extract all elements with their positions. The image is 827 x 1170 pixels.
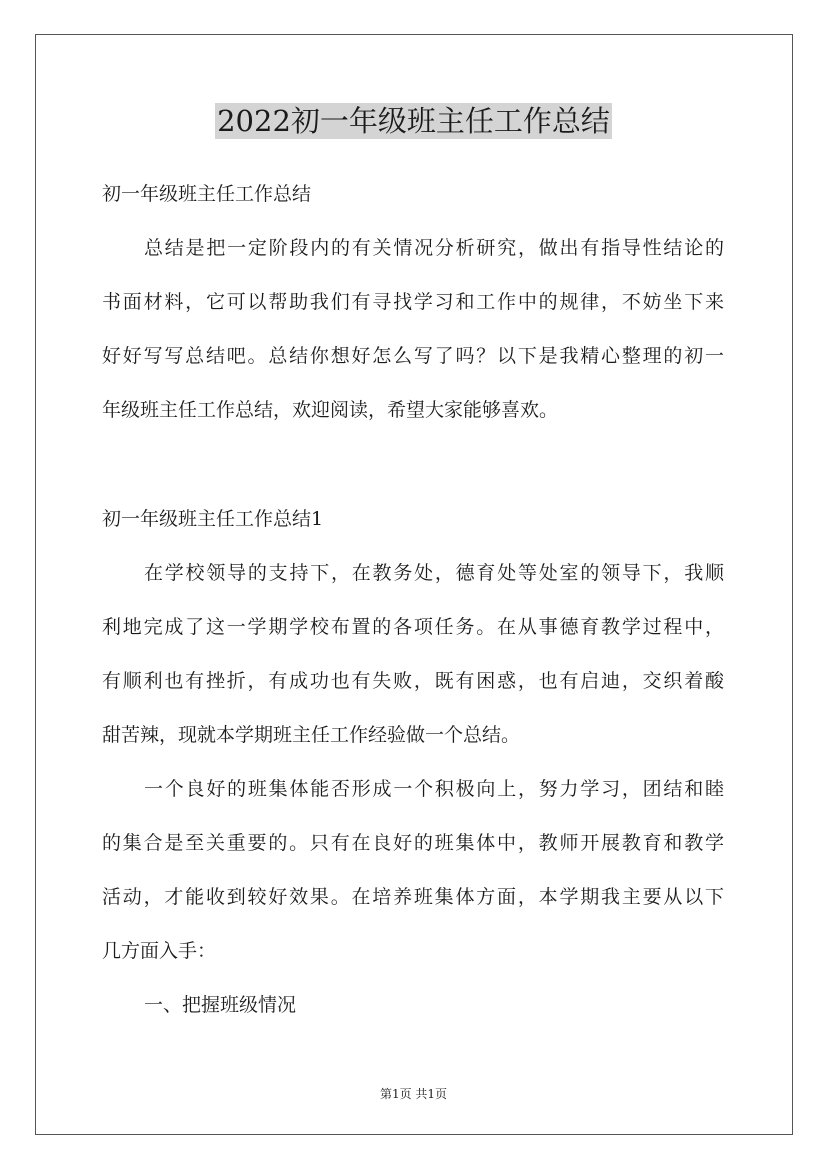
para1-line-4: 甜苦辣，现就本学期班主任工作经验做一个总结。 [102, 724, 521, 746]
section-heading: 初一年级班主任工作总结1 [102, 508, 324, 530]
para1-line-1: 在学校领导的支持下，在教务处，德育处等处室的领导下，我顺 [144, 562, 724, 584]
para1-line-3: 有顺利也有挫折，有成功也有失败，既有困惑，也有启迪，交织着酸 [102, 670, 724, 692]
para1-line-2: 利地完成了这一学期学校布置的各项任务。在从事德育教学过程中， [102, 616, 724, 638]
subheading: 一、把握班级情况 [144, 994, 297, 1016]
intro-line-3: 好好写写总结吧。总结你想好怎么写了吗？以下是我精心整理的初一 [102, 345, 724, 367]
para2-line-3: 活动，才能收到较好效果。在培养班集体方面，本学期我主要从以下 [102, 886, 724, 908]
para2-line-4: 几方面入手： [102, 940, 217, 962]
para2-line-1: 一个良好的班集体能否形成一个积极向上，努力学习，团结和睦 [144, 778, 724, 800]
intro-line-2: 书面材料，它可以帮助我们有寻找学习和工作中的规律，不妨坐下来 [102, 291, 724, 313]
intro-line-1: 总结是把一定阶段内的有关情况分析研究，做出有指导性结论的 [144, 237, 724, 259]
intro-line-4: 年级班主任工作总结，欢迎阅读，希望大家能够喜欢。 [102, 399, 559, 421]
subtitle: 初一年级班主任工作总结 [102, 183, 312, 205]
document-title-text: 2022初一年级班主任工作总结 [217, 104, 610, 138]
para2-line-2: 的集合是至关重要的。只有在良好的班集体中，教师开展教育和教学 [102, 832, 724, 854]
document-title [0, 100, 827, 147]
page-footer: 第1页 共1页 [379, 1087, 448, 1101]
